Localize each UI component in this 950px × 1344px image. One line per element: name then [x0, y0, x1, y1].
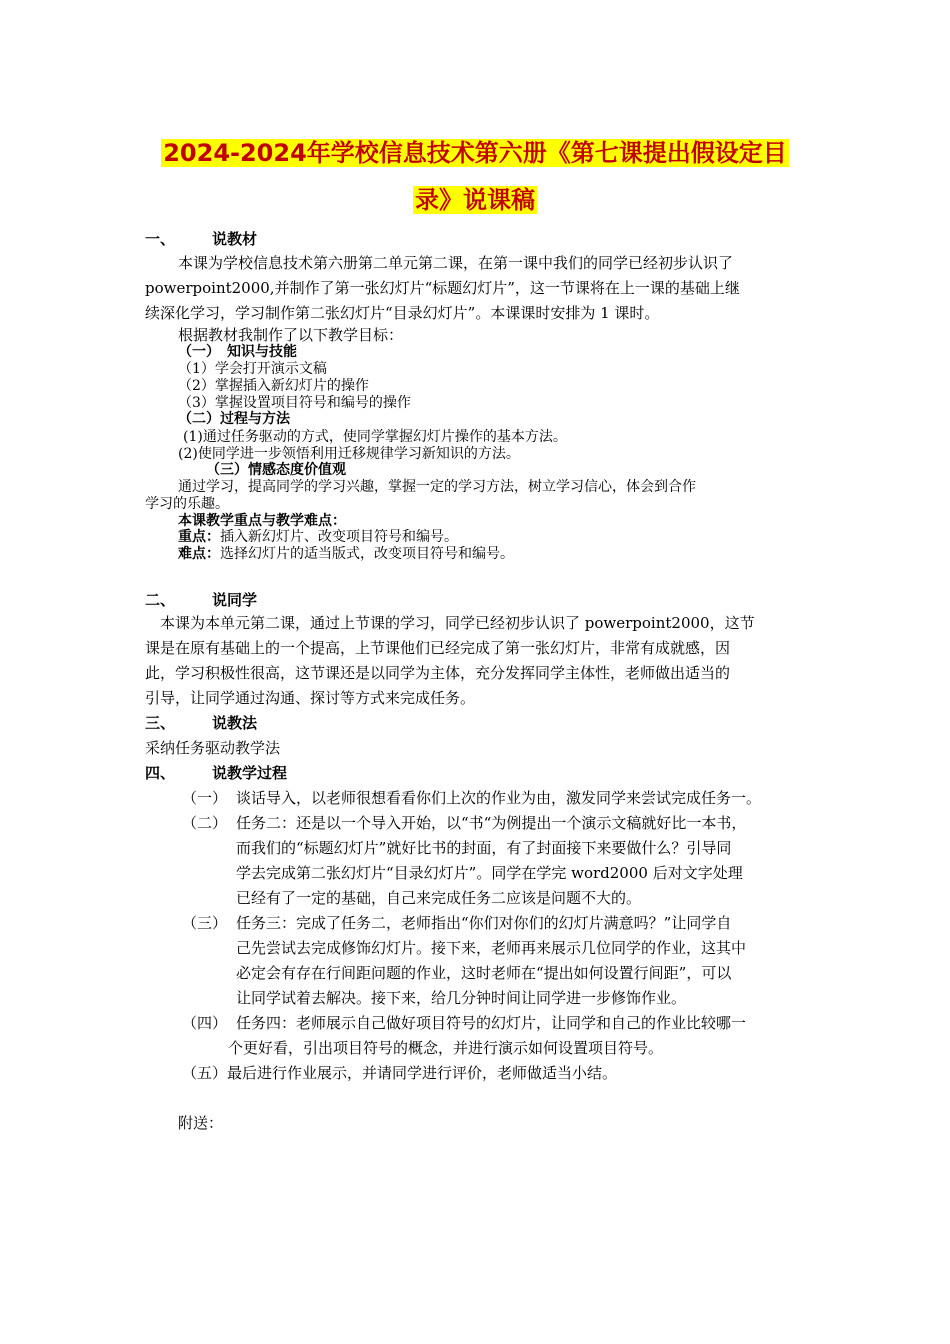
key-point-label: 重点： — [178, 529, 220, 545]
section4-number: 四、 — [145, 764, 176, 782]
step3-line2: 己先尝试去完成修饰幻灯片。接下来，老师再来展示几位同学的作业，这其中 — [236, 939, 747, 957]
step2-line1: 任务二：还是以一个导入开始，以“书“为例提出一个演示文稿就好比一本书， — [236, 814, 747, 832]
goal1-heading: （一） 知识与技能 — [178, 344, 297, 360]
section2-line2: 课是在原有基础上的一个提高，上节课他们已经完成了第一张幻灯片，非常有成就感，因 — [145, 639, 731, 657]
key-point-text: 插入新幻灯片、改变项目符号和编号。 — [220, 529, 458, 545]
step5-text: （五）最后进行作业展示，并请同学进行评价，老师做适当小结。 — [182, 1064, 618, 1082]
section1-number: 一、 — [145, 230, 176, 248]
appendix-label: 附送： — [178, 1114, 224, 1132]
section1-para-line3: 续深化学习，学习制作第二张幻灯片“目录幻灯片”。本课课时安排为 1 课时。 — [145, 304, 660, 322]
step3-number: （三） — [182, 914, 228, 932]
goal1-item: （1）学会打开演示文稿 — [178, 361, 327, 377]
step2-line2: 而我们的“标题幻灯片”就好比书的封面，有了封面接下来要做什么？引导同 — [236, 839, 732, 857]
step1-text: 谈话导入，以老师很想看看你们上次的作业为由，激发同学来尝试完成任务一。 — [236, 789, 762, 807]
key-points-heading: 本课教学重点与教学难点： — [178, 513, 346, 529]
section3-heading: 说教法 — [212, 714, 258, 732]
goal3-line2: 学习的乐趣。 — [145, 496, 229, 512]
goal2-item: (1)通过任务驱动的方式，使同学掌握幻灯片操作的基本方法。 — [183, 429, 567, 445]
section2-line1: 本课为本单元第二课，通过上节课的学习，同学已经初步认识了 powerpoint2000，这节 — [160, 614, 755, 632]
step1-number: （一） — [182, 789, 228, 807]
step3-line3: 必定会有存在行间距问题的作业，这时老师在“提出如何设置行间距”，可以 — [236, 964, 732, 982]
section3-text: 采纳任务驱动教学法 — [145, 739, 281, 757]
step4-number: （四） — [182, 1014, 228, 1032]
goal1-item: （3）掌握设置项目符号和编号的操作 — [178, 395, 411, 411]
step4-line2: 个更好看，引出项目符号的概念，并进行演示如何设置项目符号。 — [228, 1039, 664, 1057]
section1-para-line1: 本课为学校信息技术第六册第二单元第二课，在第一课中我们的同学已经初步认识了 — [178, 254, 734, 272]
goal2-heading: （二）过程与方法 — [178, 411, 290, 427]
section2-line4: 引导，让同学通过沟通、探讨等方式来完成任务。 — [145, 689, 476, 707]
step3-line4: 让同学试着去解决。接下来，给几分钟时间让同学进一步修饰作业。 — [236, 989, 687, 1007]
section1-para-line2: powerpoint2000,并制作了第一张幻灯片“标题幻灯片”，这一节课将在上一课的基础上继 — [145, 279, 740, 297]
step2-line4: 已经有了一定的基础，自己来完成任务二应该是问题不大的。 — [236, 889, 642, 907]
section2-heading: 说同学 — [212, 591, 258, 609]
goal3-line1: 通过学习，提高同学的学习兴趣，掌握一定的学习方法，树立学习信心，体会到合作 — [178, 479, 696, 495]
step4-line1: 任务四：老师展示自己做好项目符号的幻灯片，让同学和自己的作业比较哪一 — [236, 1014, 747, 1032]
section2-line3: 此，学习积极性很高，这节课还是以同学为主体，充分发挥同学主体性，老师做出适当的 — [145, 664, 731, 682]
goal2-item: (2)使同学进一步领悟利用迁移规律学习新知识的方法。 — [178, 446, 520, 462]
section2-number: 二、 — [145, 591, 176, 609]
difficulty-row — [178, 543, 514, 563]
page-title-line2: 录》说课稿 — [415, 186, 535, 214]
step2-line3: 学去完成第二张幻灯片“目录幻灯片”。同学在学完 word2000 后对文字处理 — [236, 864, 743, 882]
difficulty-label: 难点： — [178, 546, 220, 562]
goal3-heading: （三）情感态度价值观 — [206, 462, 346, 478]
section1-heading: 说教材 — [212, 230, 258, 248]
difficulty-text: 选择幻灯片的适当版式，改变项目符号和编号。 — [220, 546, 514, 562]
step2-number: （二） — [182, 814, 228, 832]
page-title-line1: 2024-2024年学校信息技术第六册《第七课提出假设定目 — [163, 139, 787, 167]
section3-number: 三、 — [145, 714, 176, 732]
goals-intro: 根据教材我制作了以下教学目标： — [178, 326, 404, 344]
section4-heading: 说教学过程 — [212, 764, 288, 782]
step3-line1: 任务三：完成了任务二，老师指出“你们对你们的幻灯片满意吗？”让同学自 — [236, 914, 732, 932]
goal1-item: （2）掌握插入新幻灯片的操作 — [178, 378, 369, 394]
